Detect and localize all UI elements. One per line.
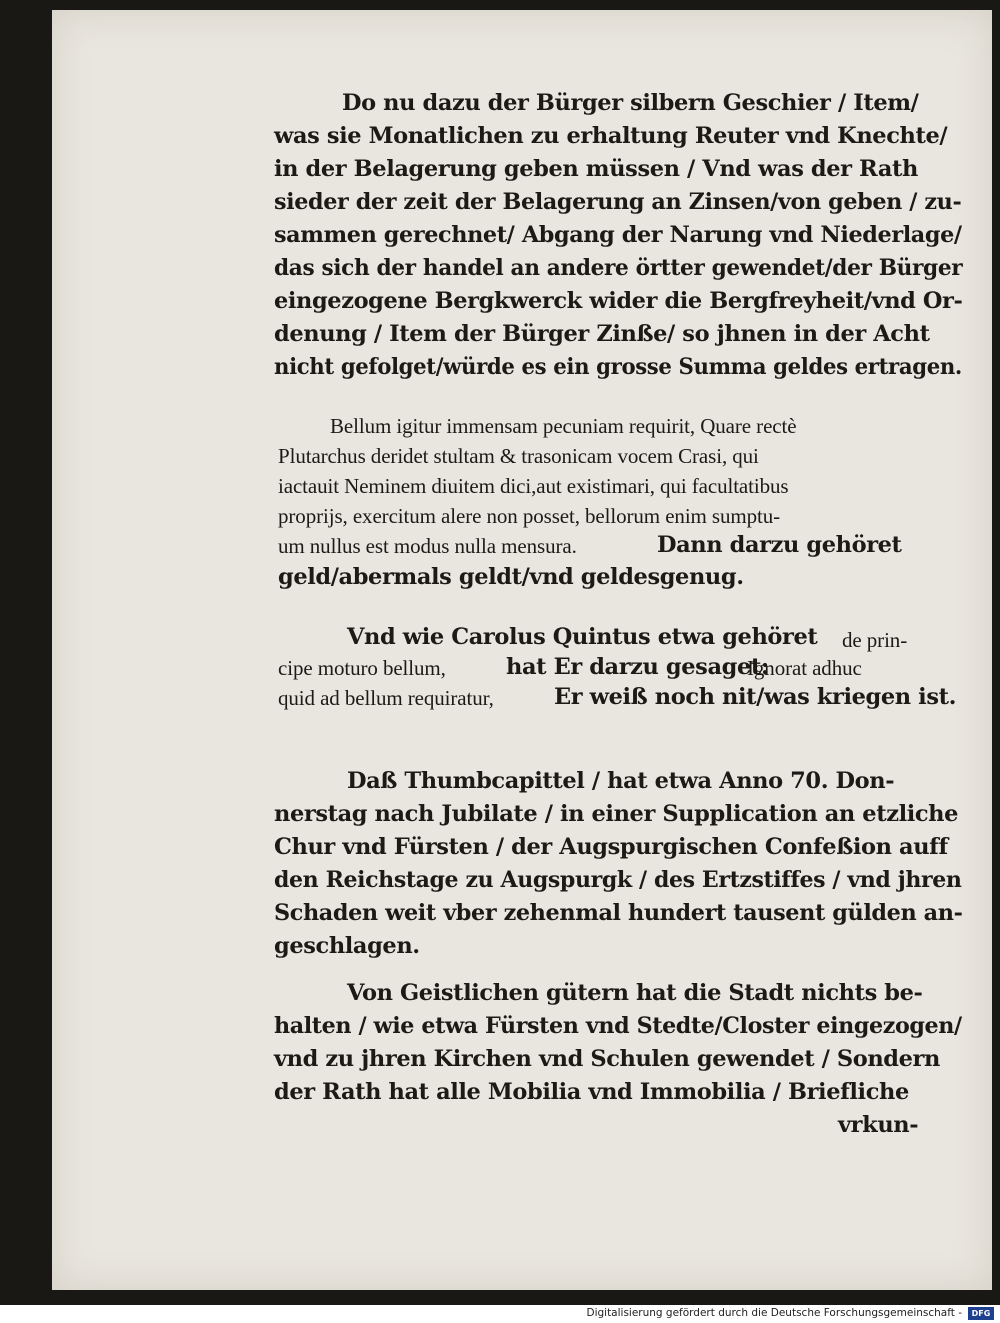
- text-line: Schaden weit vber zehenmal hundert tausent gülden an-: [274, 900, 963, 926]
- text-line: nicht gefolget/würde es ein grosse Summa geldes ertragen.: [274, 354, 962, 380]
- catchword: vrkun-: [838, 1112, 919, 1138]
- text-line: um nullus est modus nulla mensura.: [278, 534, 577, 558]
- text-line: in der Belagerung geben müssen / Vnd was der Rath: [274, 156, 918, 182]
- text-line: Ignorat adhuc: [747, 656, 862, 680]
- text-line: Daß Thumbcapittel / hat etwa Anno 70. Don-: [347, 768, 895, 794]
- text-line: proprijs, exercitum alere non posset, bellorum enim sumptu-: [278, 504, 781, 528]
- text-line: de prin-: [842, 628, 908, 652]
- text-line: nerstag nach Jubilate / in einer Supplication an etzliche: [274, 801, 959, 827]
- text-line: quid ad bellum requiratur,: [278, 686, 494, 710]
- book-page: [52, 10, 992, 1290]
- text-line: Vnd wie Carolus Quintus etwa gehöret: [347, 624, 818, 650]
- text-line: Bellum igitur immensam pecuniam requirit, Quare rectè: [330, 414, 797, 438]
- text-line: eingezogene Bergkwerck wider die Bergfreyheit/vnd Or-: [274, 288, 963, 314]
- text-line: Er weiß noch nit/was kriegen ist.: [554, 684, 957, 710]
- text-line: Dann darzu gehöret: [657, 532, 902, 558]
- text-line: Plutarchus deridet stultam & trasonicam vocem Crasi, qui: [278, 444, 759, 468]
- text-line: cipe moturo bellum,: [278, 656, 446, 680]
- text-line: Von Geistlichen gütern hat die Stadt nichts be-: [347, 980, 923, 1006]
- text-line: geschlagen.: [274, 933, 420, 959]
- text-line: sammen gerechnet/ Abgang der Narung vnd Niederlage/: [274, 222, 962, 248]
- text-line: Chur vnd Fürsten / der Augspurgischen Confeßion auff: [274, 834, 948, 860]
- text-line: iactauit Neminem diuitem dici,aut existimari, qui facultatibus: [278, 474, 789, 498]
- text-line: den Reichstage zu Augspurgk / des Ertzstiffes / vnd jhren: [274, 867, 962, 893]
- text-line: vnd zu jhren Kirchen vnd Schulen gewendet / Sondern: [274, 1046, 940, 1072]
- text-line: geld/abermals geldt/vnd geldesgenug.: [278, 564, 744, 590]
- text-line: der Rath hat alle Mobilia vnd Immobilia / Briefliche: [274, 1079, 909, 1105]
- text-line: Do nu dazu der Bürger silbern Geschier / Item/: [342, 90, 919, 116]
- text-line: halten / wie etwa Fürsten vnd Stedte/Closter eingezogen/: [274, 1013, 962, 1039]
- text-line: denung / Item der Bürger Zinße/ so jhnen in der Acht: [274, 321, 930, 347]
- footer-credit: Digitalisierung gefördert durch die Deutsche Forschungsgemeinschaft -: [586, 1307, 962, 1319]
- text-line: hat Er darzu gesaget:: [506, 654, 769, 680]
- text-line: was sie Monatlichen zu erhaltung Reuter vnd Knechte/: [274, 123, 948, 149]
- text-line: sieder der zeit der Belagerung an Zinsen/von geben / zu-: [274, 189, 962, 215]
- dfg-logo-icon[interactable]: DFG: [968, 1307, 994, 1320]
- text-line: das sich der handel an andere örtter gewendet/der Bürger: [274, 255, 963, 281]
